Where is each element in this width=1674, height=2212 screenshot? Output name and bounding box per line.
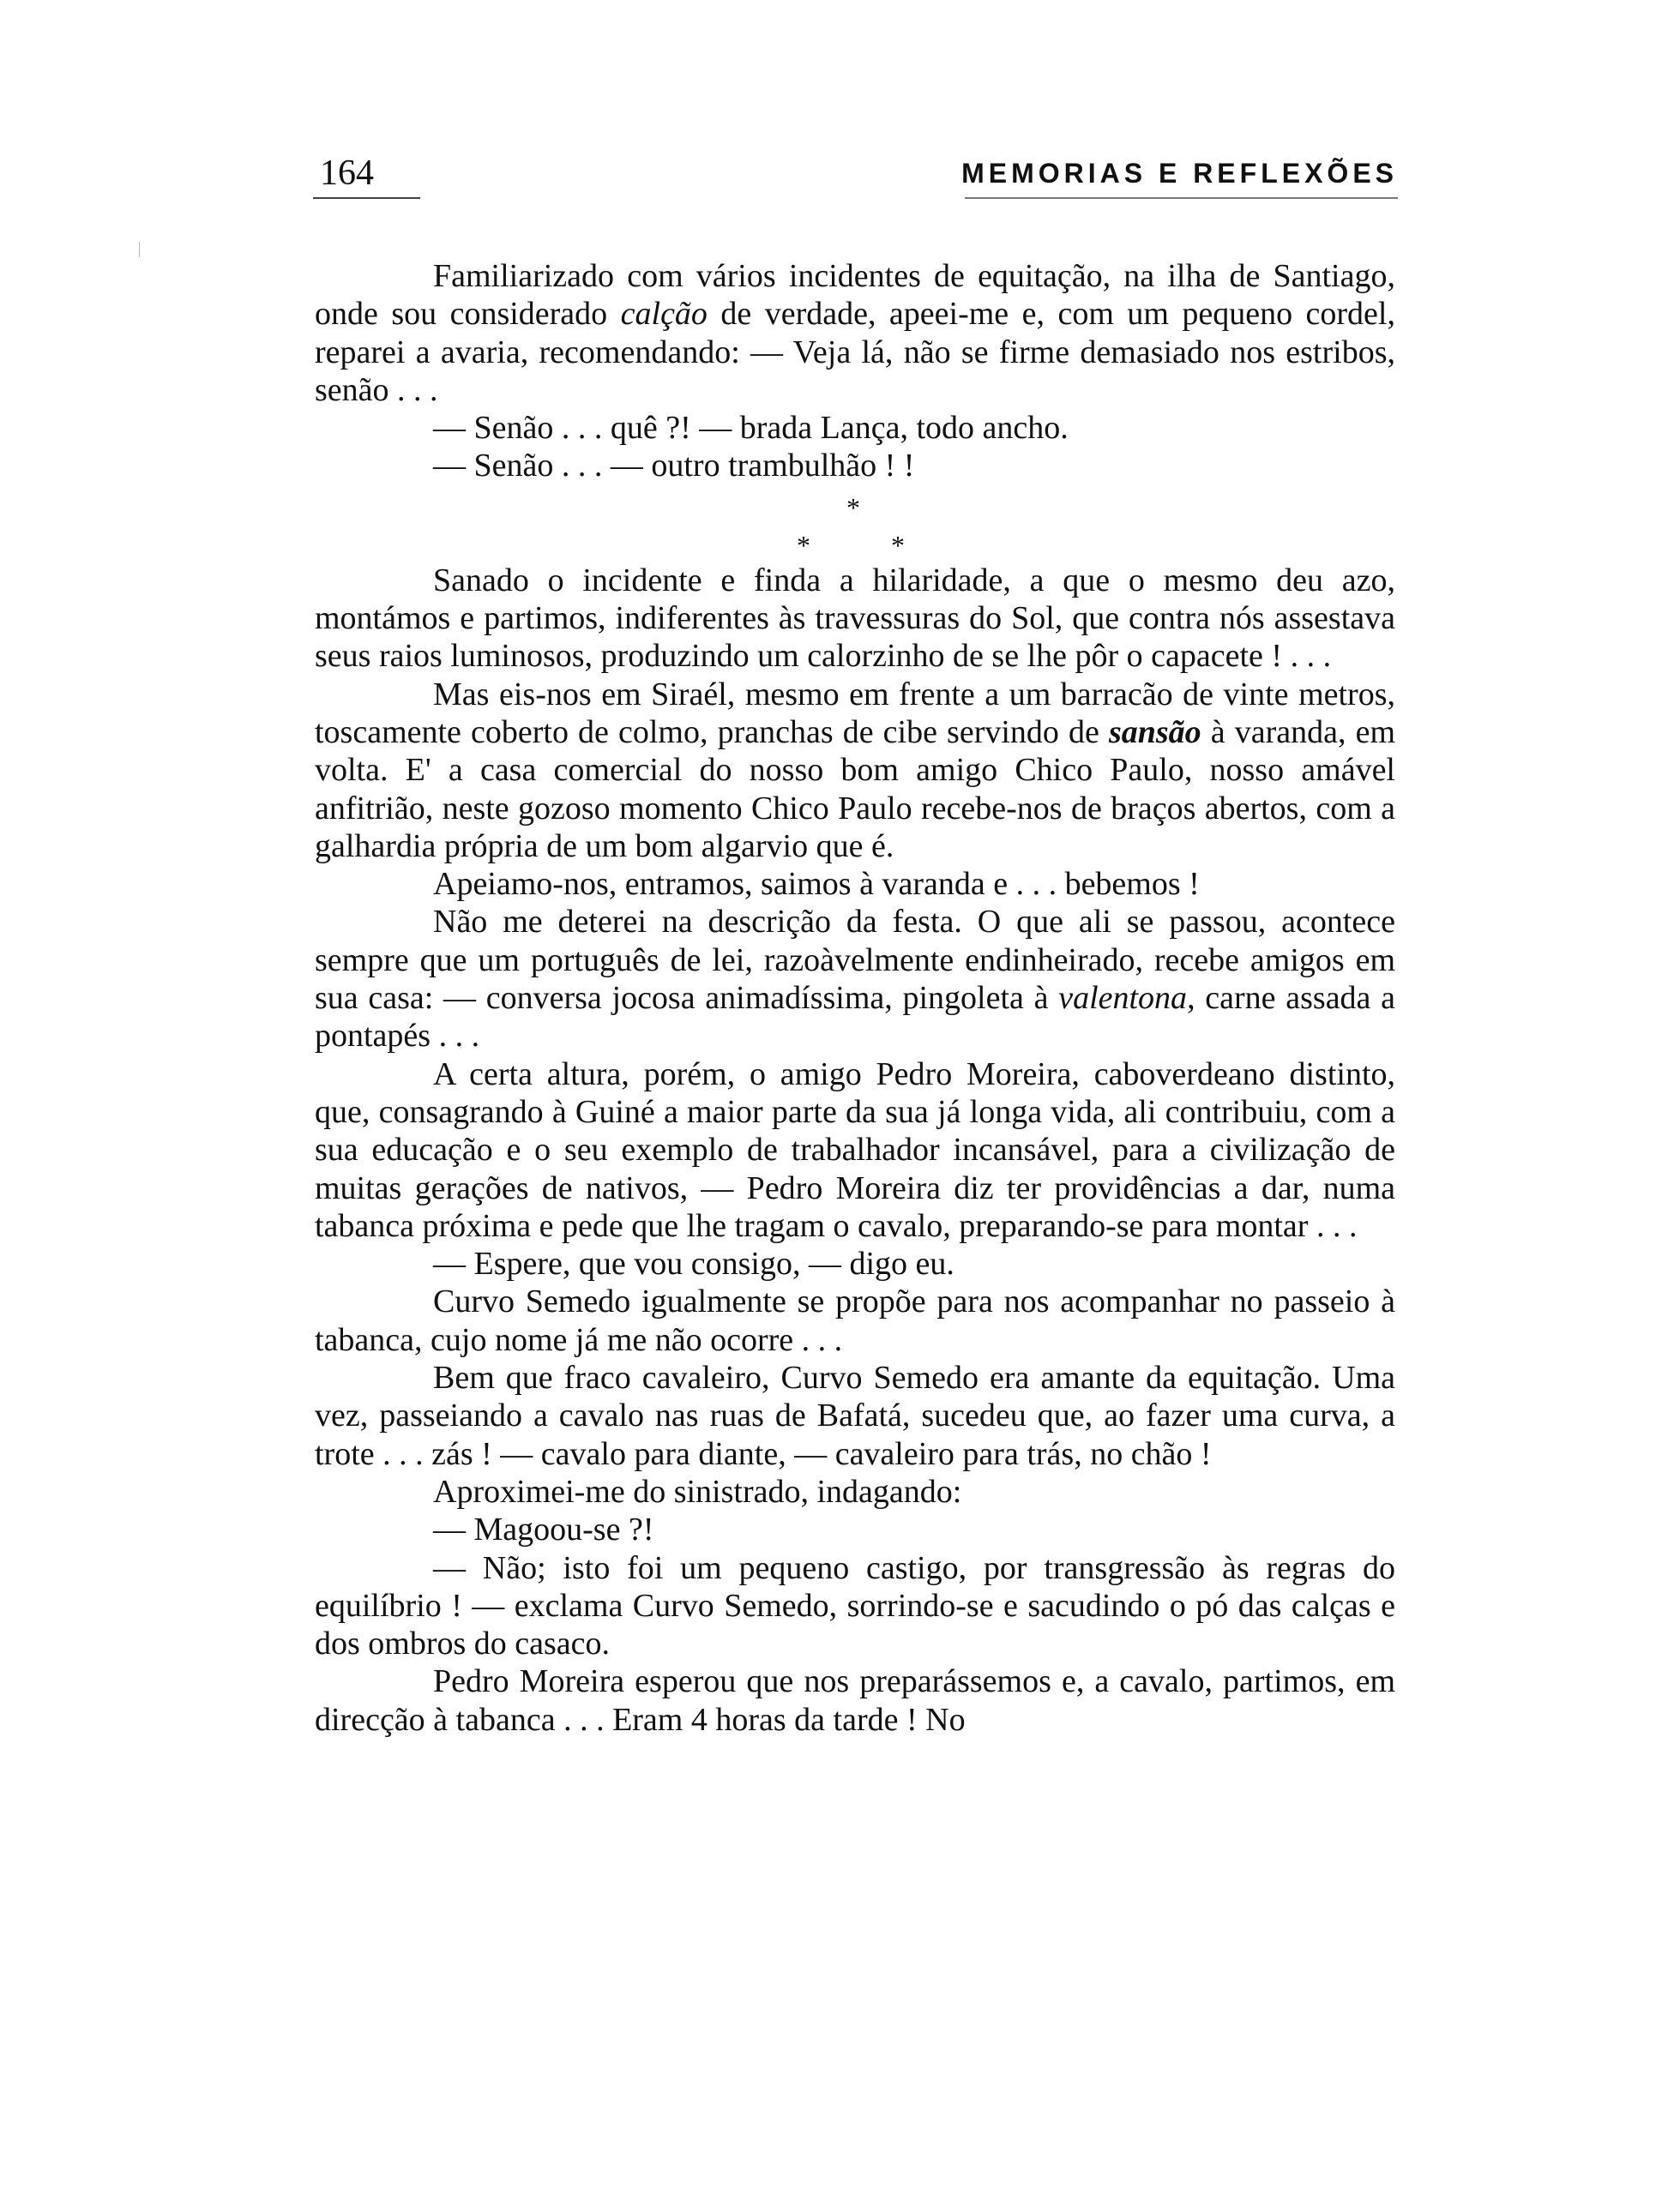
asterism-section-break [315, 485, 1395, 562]
body-text [315, 257, 1395, 1739]
paragraph-15: Pedro Moreira esperou que nos preparássemos e, a cavalo, partimos, em direcção à tabanca . . . Eram 4 horas da tarde ! No [315, 1663, 1395, 1738]
asterisk-right: * [891, 529, 905, 561]
page-number: 164 [320, 153, 374, 193]
paragraph-9: — Espere, que vou consigo, — digo eu. [433, 1246, 954, 1283]
paragraph-12: Aproximei-me do sinistrado, indagando: [433, 1473, 962, 1510]
paragraph-7: Não me deterei na descrição da festa. O que ali se passou, acontece sempre que um português de lei, razoàvelmente endinheirado, recebe amigos em sua casa: — conversa jocosa animadíssima, pingoleta à valentona, carne assada a pontapés . . . [315, 904, 1396, 1055]
asterisk-top: * [846, 491, 860, 523]
header-rule-right [965, 197, 1398, 199]
page-header [313, 153, 1398, 204]
running-title: MEMORIAS E REFLEXÕES [961, 158, 1398, 189]
paragraph-10: Curvo Semedo igualmente se propõe para nos acompanhar no passeio à tabanca, cujo nome já me não ocorre . . . [315, 1283, 1395, 1358]
paragraph-1: Familiarizado com vários incidentes de equitação, na ilha de Santiago, onde sou considerado calção de verdade, apeei-me e, com um pequeno cordel, reparei a avaria, recomendando: — Veja lá, não se firme demasiado nos estribos, senão . . . [315, 258, 1395, 408]
paragraph-2: — Senão . . . quê ?! — brada Lança, todo ancho. [433, 410, 1069, 447]
scan-edge-mark [139, 242, 140, 257]
paragraph-5: Mas eis-nos em Siraél, mesmo em frente a um barracão de vinte metros, toscamente coberto de colmo, pranchas de cibe servindo de sansão à varanda, em volta. E' a casa comercial do nosso bom amigo Chico Paulo, nosso amável anfitrião, neste gozoso momento Chico Paulo recebe-nos de braços abertos, com a galhardia própria de um bom algarvio que é. [315, 676, 1395, 864]
paragraph-4: Sanado o incidente e finda a hilaridade, a que o mesmo deu azo, montámos e partimos, indiferentes às travessuras do Sol, que contra nós assestava seus raios luminosos, produzindo um calorzinho de se lhe pôr o capacete ! . . . [315, 562, 1395, 675]
paragraph-11: Bem que fraco cavaleiro, Curvo Semedo era amante da equitação. Uma vez, passeiando a cavalo nas ruas de Bafatá, sucedeu que, ao fazer uma curva, a trote . . . zás ! — cavalo para diante, — cavaleiro para trás, no chão ! [315, 1360, 1395, 1472]
asterisk-left: * [797, 529, 810, 561]
paragraph-13: — Magoou-se ?! [433, 1512, 654, 1548]
paragraph-6: Apeiamo-nos, entramos, saimos à varanda e . . . bebemos ! [433, 866, 1200, 903]
paragraph-14: — Não; isto foi um pequeno castigo, por transgressão às regras do equilíbrio ! — exclama Curvo Semedo, sorrindo-se e sacudindo o pó das calças e dos ombros do casaco. [315, 1549, 1395, 1662]
paragraph-8: A certa altura, porém, o amigo Pedro Moreira, caboverdeano distinto, que, consagrando à Guiné a maior parte da sua já longa vida, ali contribuiu, com a sua educação e o seu exemplo de trabalhador incansável, para a civilização de muitas gerações de nativos, — Pedro Moreira diz ter providências a dar, numa tabanca próxima e pede que lhe tragam o cavalo, preparando-se para montar . . . [315, 1055, 1395, 1244]
paragraph-3: — Senão . . . — outro trambulhão ! ! [433, 448, 915, 484]
header-rule-left [313, 197, 420, 199]
